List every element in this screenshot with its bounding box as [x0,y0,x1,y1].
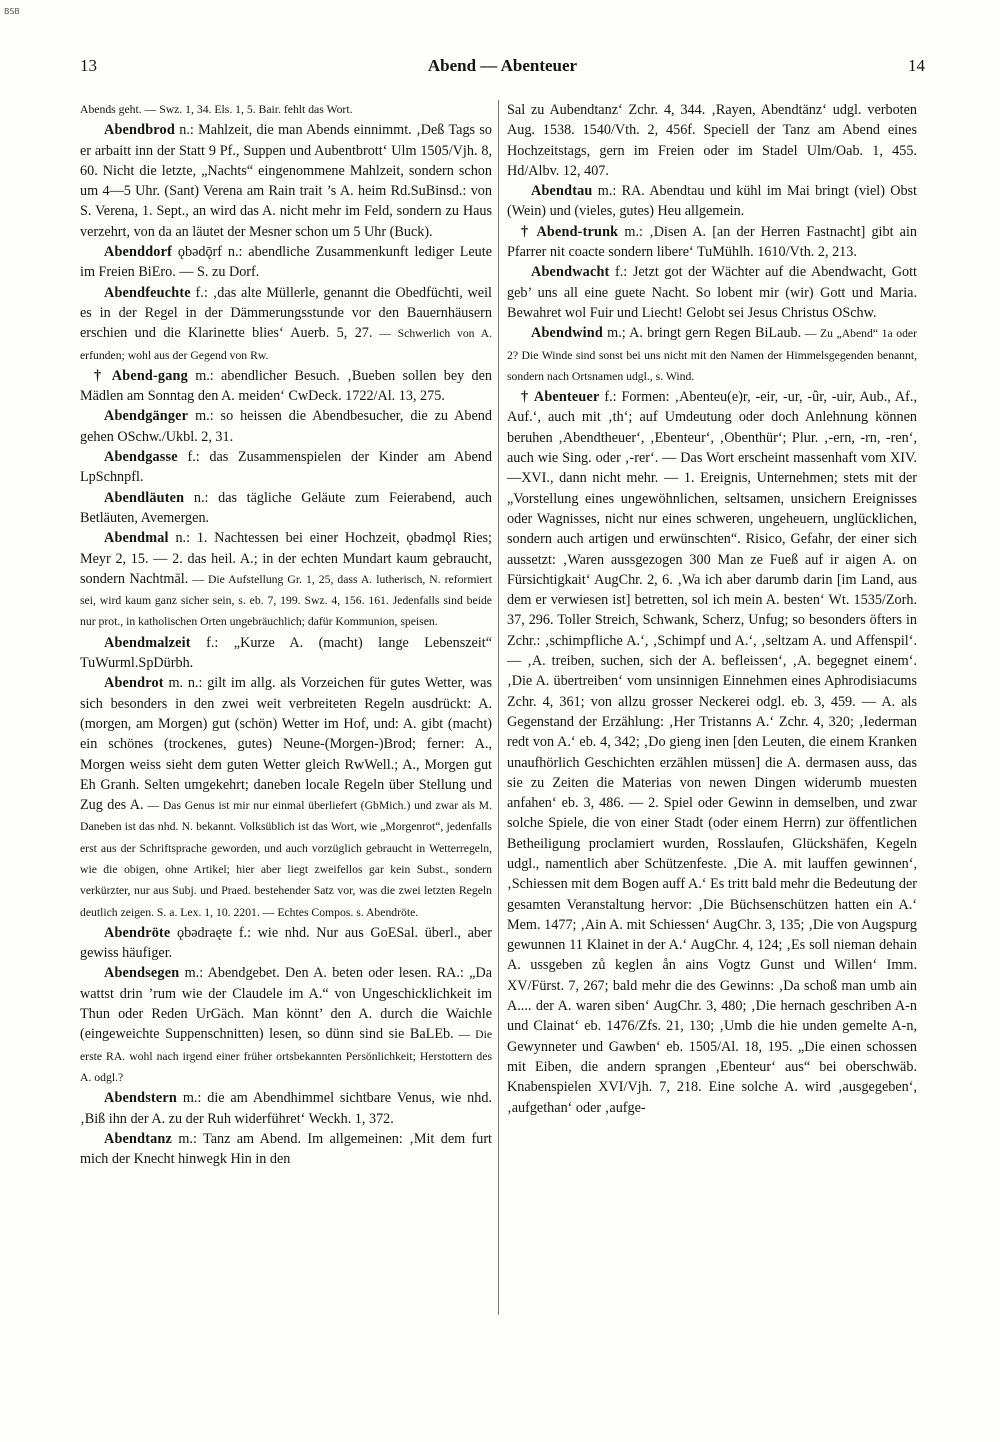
dictionary-entry [507,100,917,181]
dictionary-entry [80,1129,492,1170]
entry-text: f.: ‚das alte Müllerle, genannt die Obedfüchti, weil es in der Regel in der Dämmerungsstunde vor den Bauernhäusern erschien und die Klarinette blies‘ Auerb. 5, 27. [80,284,492,342]
entry-text: f.: Formen: ‚Abenteu(e)r, -eir, -ur, -ûr, -uir, Aub., Af., Auf.‘, auch mit ‚th‘; auf Umdeutung oder doch Anlehnung können beruhen ‚Abendtheuer‘, ‚Ebenteur‘, ‚Obenthür‘; Plur. ‚-ern, -rn, -ren‘, auch wie Sing. oder ‚-rer‘. — Das Wort erscheint massenhaft vom XIV.—XVI., dann nicht mehr. — 1. Ereignis, Unternehmen; stets mit der „Vorstellung eines ungewöhnlichen, seltsamen, unsichern Ereignisses oder Wagnisses, nicht nur eines schweren, ungeheuern, unglücklichen, sondern auch artigen und erwünschten“. Risico, Gefahr, der einer sich aussetzt: ‚Waren aussgezogen 300 Man ze Fueß auf ir aigen A. on Fürsichtigkait‘ AugChr. 2, 6. ‚Wa ich aber darumb darin [im Land, aus dem er verwiesen ist] betretten, sol ich mein A. besten‘ Wt. 1535/Zorh. 37, 296. Toller Streich, Schwank, Scherz, Unfug; so besonders öfters in Zchr.: ‚schimpfliche A.‘, ‚Schimpf und A.‘, ‚seltzam A. und Affenspil‘. — ‚A. treiben, suchen, sich der A. befleissen‘, ‚A. begegnet einem‘. ‚Die A. übertreiben‘ vom unsinnigen Einnehmen eines Aphrodisiacums Zchr. 4, 361; von allzu grosser Neckerei odgl. eb. 3, 459. — A. als Gegenstand der Erzählung: ‚Her Tristanns A.‘ Zchr. 4, 320; ‚Iederman redt von A.‘ eb. 4, 342; ‚Do gieng inen [den Leuten, die einem Kranken unaufhörlich Geschichten erzählen müssen] die A. dermasen auss, das sie zu Zeiten die Materias von newen Dingen widerumb muesten anfahen‘ eb. 3, 486. — 2. Spiel oder Gewinn in demselben, und zwar solche Spiele, die von einer Stadt (oder einem Herrn) zur öffentlichen Betheiligung proclamiert wurden, Rosslaufen, Glückshäfen, Kegeln udgl., namentlich aber Schützenfeste. ‚Die A. mit lauffen gewinnen‘, ‚Schiessen mit dem Bogen auff A.‘ Es tritt bald mehr die Bedeutung der gesamten Veranstaltung hervor: ‚Die Büchsenschützen hatten ein A.‘ Mem. 1477; ‚Ain A. mit Schiessen‘ AugChr. 3, 135; ‚Die von Augspurg gewunnen 11 Klainet in der A.‘ AugChr. 4, 124; ‚Es soll nieman dehain A. ussgeben zů keglen ån ains Vogtz Gunst und Willen‘ Imm. XV/Fürst. 7, 267; bald mehr die des Gewinns: ‚Da schoß man umb ain A.... der A. waren siben‘ AugChr. 3, 480; ‚Die hernach geschriben A-n und Clainat‘ eb. 1476/Zfs. 21, 130; ‚Umb die hie unden gemelte A-n, Gewynneter und Gawben‘ eb. 1505/Al. 18, 195. „Die einen schossen mit Eiben, die andern sprangen ‚Ebenteur‘ aus“ bei oberschwäb. Knabenspielen XVI/Vjh. 7, 218. Eine solche A. wird ‚ausgegeben‘, ‚aufgethan‘ oder ‚aufge- [507,389,917,1116]
entry-text: ǫbədraęte f.: wie nhd. Nur aus GoESal. überl., aber gewiss häufiger. [80,924,492,962]
entry-headword: Abendtanz [104,1130,173,1147]
library-mark: BSB [4,7,20,16]
entry-headword: Abendrot [104,675,164,692]
dictionary-entry [80,528,492,632]
entry-text: n.: Mahlzeit, die man Abends einnimmt. ‚Deß Tags so er arbaitt inn der Statt 9 Pf., Suppen und Aubentbrott‘ Ulm 1505/Vjh. 8, 60. Nicht die letzte, „Nachts“ eingenommene Mahlzeit, sondern schon um 4—5 Uhr. (Sant) Verena am Rain trait ’s A. heim Rd.SuBinsd.: von S. Verena, 1. Sept., an wird das A. nicht mehr im Feld, sondern zu Haus verzehrt, von da an läutet der Mesner schon um 5 Uhr (Buck). [80,122,492,240]
entry-headword: Abendmalzeit [104,634,191,651]
dictionary-entry [507,181,917,222]
page-number-right: 14 [908,56,925,75]
entry-text: m.: Abendgebet. Den A. beten oder lesen. RA.: „Da wattst drin ’rum wie der Claudele im A.“ von Ungeschicklichkeit im Thun oder Reden UrGäch. Man könnt’ den A. durch die Waichle (eingeweichte Suppenschnitten) lesen, so dünn sind sie BaLEb. [80,965,492,1043]
entry-headword: Abendwacht [531,264,610,281]
entry-headword: Abenddorf [104,244,173,261]
dictionary-entry [80,633,492,674]
entry-text: m.; A. bringt gern Regen BiLaub. [602,325,802,342]
entry-headword: † Abend-gang [94,367,188,384]
entry-text: m.: abendlicher Besuch. ‚Bueben sollen bey den Mädlen am Sonntag den A. meiden‘ CwDeck. 1722/Al. 13, 275. [80,367,492,405]
entry-text: n.: 1. Nachtessen bei einer Hochzeit, ǫbədmǫl Ries; Meyr 2, 15. — 2. das heil. A.; in der echten Mundart kaum gebraucht, sondern Nachtmāl. [80,530,492,587]
right-column [507,100,917,1325]
entry-headword: Abendstern [104,1090,177,1107]
dictionary-entry [80,1088,492,1129]
entry-headword: Abendfeuchte [104,284,191,301]
entry-headword: Abendröte [104,924,171,941]
entry-text: m.: die am Abendhimmel sichtbare Venus, wie nhd. ‚Biß ihn der A. zu der Ruh widerführet‘ Weckh. 1, 372. [80,1090,492,1127]
dictionary-entry [80,406,492,447]
dictionary-entry [507,262,917,323]
entry-headword: Abendsegen [104,965,180,982]
entry-note: — Die erste RA. wohl nach irgend einer früher ortsbekannten Persönlichkeit; Herstottern des A. odgl.? [80,1028,492,1084]
entry-headword: † Abenteuer [521,389,600,406]
dictionary-entry [80,447,492,488]
dictionary-entry [507,387,917,1118]
dictionary-entry [80,366,492,407]
entry-text: m.: so heissen die Abendbesucher, die zu Abend gehen OSchw./Ukbl. 2, 31. [80,408,492,445]
entry-headword: Abendgasse [104,449,178,466]
entry-note: — Zu „Abend“ 1a oder 2? Die Winde sind sonst bei uns nicht mit den Namen der Himmelsgegenden benannt, sondern nach Ortsnamen udgl., s. Wind. [507,327,917,383]
dictionary-entry [80,963,492,1088]
entry-text: Abends geht. — Swz. 1, 34. Els. 1, 5. Bair. fehlt das Wort. [80,103,353,116]
entry-note: — Schwerlich von A. erfunden; wohl aus der Gegend von Rw. [80,327,492,362]
page-header [80,56,925,80]
entry-headword: Abendmal [104,530,169,547]
page-number-left: 13 [80,56,97,75]
entry-text: f.: „Kurze A. (macht) lange Lebenszeit“ TuWurml.SpDürbh. [80,634,492,672]
entry-note: — Das Genus ist mir nur einmal überliefert (GbMich.) und zwar als M. Daneben ist das nhd. N. bekannt. Volksüblich ist das Wort, wie „Morgenrot“, jedenfalls erst aus der Schriftsprache geworden, und auch vorzüglich gebraucht in Wetterregeln, wie die obigen, ohne Artikel; hier aber liegt zweifellos gar kein Subst., sondern verkürzter, nur aus Subj. und Praed. bestehender Satz vor, was die zwei letzten Regeln deutlich zeigen. S. a. Lex. 1, 10. 2201. — Echtes Compos. s. Abendröte. [80,799,492,919]
dictionary-entry [507,222,917,263]
entry-text: f.: das Zusammenspielen der Kinder am Abend LpSchnpfl. [80,449,492,486]
dictionary-entry [80,100,492,120]
entry-text: m.: ‚Disen A. [an der Herren Fastnacht] gibt ain Pfarrer nit coacte sondern libere‘ TuMühlh. 1610/Vth. 2, 213. [507,223,917,261]
entry-headword: Abendgänger [104,408,189,425]
dictionary-entry [80,673,492,923]
left-column [80,100,492,1325]
entry-headword: Abendläuten [104,489,185,506]
entry-text: ǫbədǭrf n.: abendliche Zusammenkunft lediger Leute im Freien BiEro. — S. zu Dorf. [80,244,492,281]
running-title: Abend — Abenteuer [427,56,578,75]
entry-headword: Abendwind [531,325,603,342]
entry-text: Sal zu Aubendtanz‘ Zchr. 4, 344. ‚Rayen, Abendtänz‘ udgl. verboten Aug. 1538. 1540/Vth. 2, 456f. Speciell der Tanz am Abend eines Hochzeitstags, gern im Freien oder im Stadel Ulm/Oab. 1, 455. Hd/Albv. 12, 407. [507,102,917,179]
dictionary-entry [80,488,492,529]
entry-text: f.: Jetzt got der Wächter auf die Abendwacht, Gott geb’ uns all eine guete Nacht. So lobent mir (wir) Gott und Maria. Bewahret wol Fuir und Liecht! Gelobt sei Jesus Christus OSchw. [507,264,917,321]
entry-text: m.: RA. Abendtau und kühl im Mai bringt (viel) Obst (Wein) und (vieles, gutes) Heu allgemein. [507,183,917,220]
entry-text: m. n.: gilt im allg. als Vorzeichen für gutes Wetter, was sich besonders in den zwei weit verbreiteten Regeln ausdrückt: A. (morgen, am Morgen) gut (schön) Wetter im Hof, und: A. gibt (macht) ein schönes (trockenes, gutes) Neune-(Morgen-)Brod; ferner: A., Morgen weiss sieht dem guten Wetter gleich RwWell.; A., Morgen gut Eh Granh. Selten umgekehrt; daneben locale Regeln über Stellung und Zug des A. [80,675,492,814]
entry-headword: † Abend-trunk [521,223,619,240]
entry-headword: Abendtau [531,183,593,200]
dictionary-entry [80,242,492,283]
entry-text: m.: Tanz am Abend. Im allgemeinen: ‚Mit dem furt mich der Knecht hinwegk Hin in den [80,1130,492,1168]
dictionary-entry [507,323,917,387]
column-divider [498,100,499,1315]
entry-text: n.: das tägliche Geläute zum Feierabend, auch Betläuten, Avemergen. [80,489,492,526]
entry-note: — Die Aufstellung Gr. 1, 25, dass A. lutherisch, N. reformiert sei, wird kaum ganz sicher sein, s. eb. 7, 199. Swz. 4, 156. 161. Jedenfalls sind beide nur prot., in katholischen Orten ungebräuchlich; dafür Kommunion, speisen. [80,572,492,629]
dictionary-entry [80,923,492,964]
dictionary-entry [80,283,492,366]
entry-headword: Abendbrod [104,122,175,139]
dictionary-entry [80,120,492,242]
